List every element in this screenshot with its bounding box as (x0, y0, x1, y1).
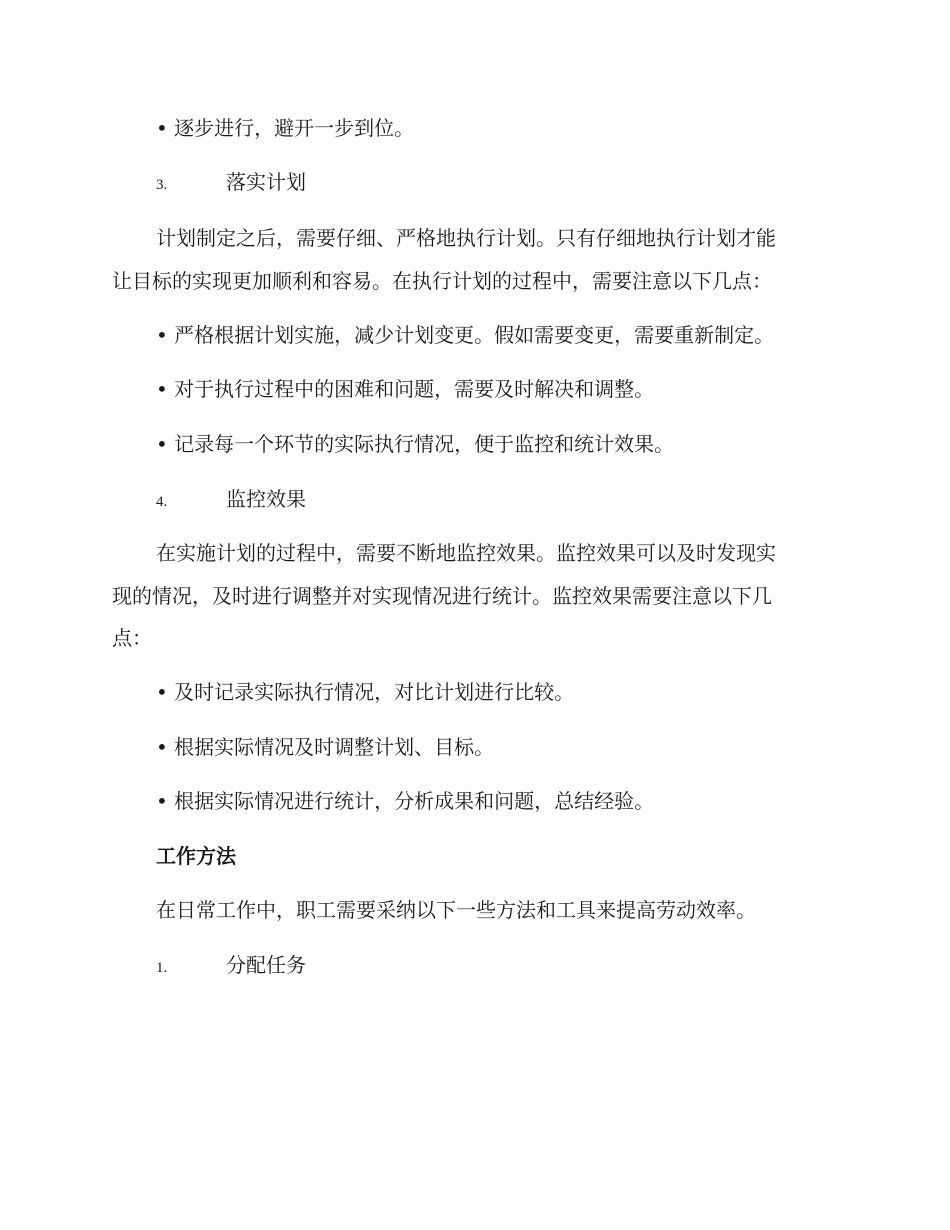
section-heading: 工作方法 (156, 844, 236, 868)
paragraph-line: 在日常工作中，职工需要采纳以下一些方法和工具来提高劳动效率。 (156, 898, 756, 922)
numbered-heading (156, 489, 884, 512)
bullet-item: • 严格根据计划实施，减少计划变更。假如需要变更，需要重新制定。 (156, 323, 775, 347)
paragraph-line: 让目标的实现更加顺利和容易。在执行计划的过程中，需要注意以下几点： (112, 269, 772, 293)
bullet-item: • 记录每一个环节的实际执行情况，便于监控和统计效果。 (156, 432, 675, 456)
bullet-item: • 根据实际情况及时调整计划、目标。 (156, 735, 495, 759)
paragraph-line: 点： (112, 626, 152, 650)
list-number: 3. (156, 177, 168, 193)
bullet-item: • 根据实际情况进行统计，分析成果和问题，总结经验。 (156, 789, 655, 813)
list-number: 1. (156, 960, 168, 976)
list-label: 分配任务 (226, 953, 306, 977)
bullet-item: • 及时记录实际执行情况，对比计划进行比较。 (156, 680, 575, 704)
bullet-item: • 逐步进行，避开一步到位。 (156, 116, 415, 140)
paragraph-line: 现的情况，及时进行调整并对实现情况进行统计。监控效果需要注意以下几 (112, 584, 772, 608)
numbered-heading (156, 172, 884, 195)
list-number: 4. (156, 494, 168, 510)
paragraph-line: 计划制定之后，需要仔细、严格地执行计划。只有仔细地执行计划才能 (156, 226, 776, 250)
list-label: 监控效果 (226, 487, 306, 511)
numbered-heading (156, 955, 884, 978)
bullet-item: • 对于执行过程中的困难和问题，需要及时解决和调整。 (156, 377, 655, 401)
paragraph-line: 在实施计划的过程中，需要不断地监控效果。监控效果可以及时发现实 (156, 541, 776, 565)
list-label: 落实计划 (226, 170, 306, 194)
